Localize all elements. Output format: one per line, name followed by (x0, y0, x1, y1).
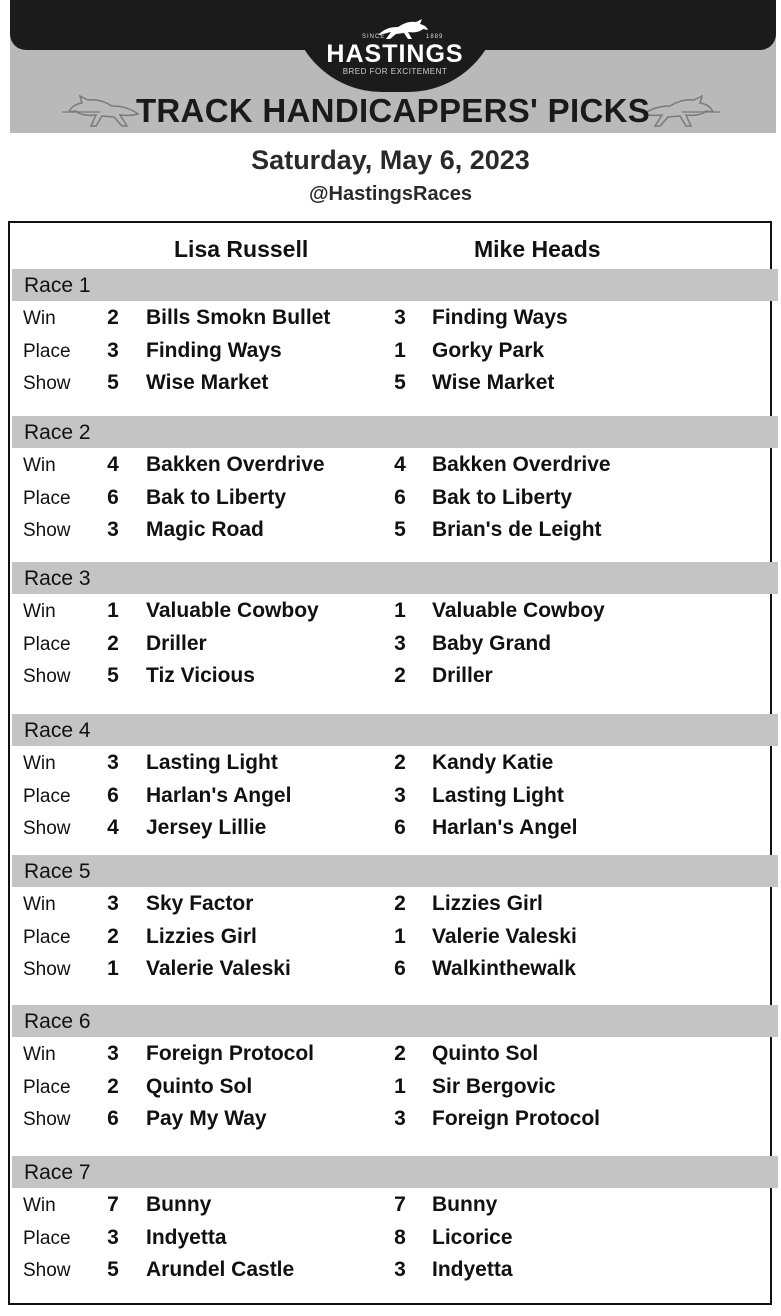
finish-position: Place (23, 488, 71, 509)
pick-row (10, 451, 770, 481)
race-header (12, 416, 778, 448)
handicapper-2-program-number: 2 (394, 1042, 406, 1065)
handicapper-1-program-number: 4 (107, 453, 119, 476)
handicapper-1-horse-name: Sky Factor (146, 892, 254, 915)
handicapper-2-horse-name: Bak to Liberty (432, 486, 573, 509)
handicapper-2-horse-name: Driller (432, 664, 493, 687)
handicapper-1-program-number: 5 (107, 371, 119, 394)
handicapper-2-horse-name: Kandy Katie (432, 751, 554, 774)
handicapper-1-horse-name: Magic Road (146, 518, 264, 541)
handicapper-2-program-number: 7 (394, 1193, 406, 1216)
handicapper-2-program-number: 3 (394, 1107, 406, 1130)
finish-position: Win (23, 308, 56, 329)
handicapper-1-horse-name: Wise Market (146, 371, 269, 394)
handicapper-2-horse-name: Lasting Light (432, 784, 564, 807)
handicapper-2-horse-name: Gorky Park (432, 339, 545, 362)
pick-row (10, 597, 770, 627)
handicapper-1-horse-name: Lasting Light (146, 751, 278, 774)
handicapper-1-program-number: 3 (107, 518, 119, 541)
handicapper-1-program-number: 2 (107, 1075, 119, 1098)
pick-row (10, 662, 770, 692)
logo-tagline: BRED FOR EXCITEMENT (342, 67, 448, 76)
handicapper-2-horse-name: Walkinthewalk (432, 957, 576, 980)
finish-position: Win (23, 601, 56, 622)
handicapper-1-horse-name: Jersey Lillie (146, 816, 267, 839)
handicapper-1-program-number: 7 (107, 1193, 119, 1216)
finish-position: Place (23, 341, 71, 362)
finish-position: Win (23, 894, 56, 915)
handicapper-2-program-number: 6 (394, 486, 406, 509)
handicapper-2-horse-name: Valuable Cowboy (432, 599, 605, 622)
race-label: Race 5 (24, 860, 91, 883)
handicapper-1-horse-name: Lizzies Girl (146, 925, 257, 948)
pick-row (10, 1073, 770, 1103)
finish-position: Show (23, 520, 71, 541)
handicapper-1-program-number: 2 (107, 632, 119, 655)
pick-row (10, 1256, 770, 1286)
race-header (12, 714, 778, 746)
pick-row (10, 630, 770, 660)
logo-year: 1889 (426, 34, 444, 40)
handicapper-2-horse-name: Lizzies Girl (432, 892, 543, 915)
handicapper-1-program-number: 6 (107, 486, 119, 509)
handicapper-2-program-number: 3 (394, 306, 406, 329)
handicapper-1-program-number: 3 (107, 892, 119, 915)
pick-row (10, 516, 770, 546)
finish-position: Place (23, 786, 71, 807)
pick-row (10, 749, 770, 779)
handicapper-2-program-number: 3 (394, 784, 406, 807)
handicapper-1-horse-name: Bak to Liberty (146, 486, 287, 509)
race-label: Race 4 (24, 719, 91, 742)
handicapper-1-program-number: 5 (107, 664, 119, 687)
finish-position: Show (23, 959, 71, 980)
handicapper-2-horse-name: Harlan's Angel (432, 816, 578, 839)
handicapper-1-program-number: 3 (107, 1042, 119, 1065)
handicapper-2-horse-name: Brian's de Leight (432, 518, 602, 541)
handicapper-1-horse-name: Bakken Overdrive (146, 453, 325, 476)
handicapper-1-horse-name: Quinto Sol (146, 1075, 253, 1098)
handicapper-2-horse-name: Baby Grand (432, 632, 552, 655)
pick-row (10, 1040, 770, 1070)
finish-position: Place (23, 927, 71, 948)
handicapper-2-horse-name: Wise Market (432, 371, 555, 394)
finish-position: Win (23, 455, 56, 476)
handicapper-2-program-number: 2 (394, 892, 406, 915)
pick-row (10, 337, 770, 367)
handicapper-2-horse-name: Indyetta (432, 1258, 513, 1281)
handicapper-2-program-number: 5 (394, 518, 406, 541)
race-header (12, 562, 778, 594)
race-header (12, 855, 778, 887)
finish-position: Show (23, 1109, 71, 1130)
handicapper-1-horse-name: Foreign Protocol (146, 1042, 314, 1065)
pick-row (10, 484, 770, 514)
logo-wordmark: HASTINGS (326, 40, 464, 68)
race-label: Race 7 (24, 1161, 91, 1184)
handicapper-1-program-number: 1 (107, 599, 119, 622)
pick-row (10, 1105, 770, 1135)
race-date: Saturday, May 6, 2023 (251, 145, 530, 175)
handicapper-1-horse-name: Valerie Valeski (146, 957, 291, 980)
finish-position: Win (23, 1195, 56, 1216)
handicapper-2-horse-name: Bunny (432, 1193, 498, 1216)
handicapper-1-horse-name: Bills Smokn Bullet (146, 306, 331, 329)
handicapper-1-horse-name: Harlan's Angel (146, 784, 292, 807)
handicapper-2-program-number: 4 (394, 453, 406, 476)
handicapper-1-program-number: 3 (107, 1226, 119, 1249)
handicapper-2-program-number: 2 (394, 751, 406, 774)
race-header (12, 1005, 778, 1037)
handicapper-1-program-number: 1 (107, 957, 119, 980)
race-label: Race 2 (24, 421, 91, 444)
handicapper-2-program-number: 8 (394, 1226, 406, 1249)
finish-position: Show (23, 1260, 71, 1281)
handicapper-1-horse-name: Finding Ways (146, 339, 282, 362)
picks-table (8, 221, 772, 1305)
handicapper-1-program-number: 3 (107, 339, 119, 362)
finish-position: Show (23, 373, 71, 394)
handicapper-2-horse-name: Valerie Valeski (432, 925, 577, 948)
handicapper-1-program-number: 3 (107, 751, 119, 774)
handicapper-2-horse-name: Sir Bergovic (432, 1075, 556, 1098)
handicapper-2-program-number: 3 (394, 632, 406, 655)
column-header-handicapper-2: Mike Heads (474, 236, 601, 262)
column-header-handicapper-1: Lisa Russell (174, 236, 309, 262)
pick-row (10, 369, 770, 399)
handicapper-2-program-number: 6 (394, 816, 406, 839)
handicapper-1-horse-name: Bunny (146, 1193, 212, 1216)
finish-position: Show (23, 666, 71, 687)
logo-since: SINCE (362, 34, 386, 40)
pick-row (10, 304, 770, 334)
race-header (12, 269, 778, 301)
pick-row (10, 890, 770, 920)
handicapper-2-program-number: 1 (394, 925, 406, 948)
pick-row (10, 1224, 770, 1254)
handicapper-1-horse-name: Indyetta (146, 1226, 227, 1249)
handicapper-2-program-number: 1 (394, 1075, 406, 1098)
handicapper-1-horse-name: Valuable Cowboy (146, 599, 319, 622)
handicapper-1-horse-name: Tiz Vicious (146, 664, 255, 687)
handicapper-1-horse-name: Driller (146, 632, 207, 655)
finish-position: Show (23, 818, 71, 839)
handicapper-2-program-number: 2 (394, 664, 406, 687)
handicapper-2-program-number: 1 (394, 339, 406, 362)
handicapper-1-program-number: 4 (107, 816, 119, 839)
handicapper-2-program-number: 6 (394, 957, 406, 980)
race-label: Race 1 (24, 274, 91, 297)
handicapper-2-horse-name: Foreign Protocol (432, 1107, 600, 1130)
handicapper-1-program-number: 6 (107, 1107, 119, 1130)
pick-row (10, 1191, 770, 1221)
pick-row (10, 923, 770, 953)
page-title: TRACK HANDICAPPERS' PICKS (135, 92, 651, 129)
handicapper-2-program-number: 5 (394, 371, 406, 394)
race-header (12, 1156, 778, 1188)
handicapper-1-program-number: 2 (107, 925, 119, 948)
pick-row (10, 782, 770, 812)
handicapper-2-horse-name: Bakken Overdrive (432, 453, 611, 476)
handicapper-1-program-number: 5 (107, 1258, 119, 1281)
handicapper-2-horse-name: Licorice (432, 1226, 513, 1249)
handicapper-2-program-number: 1 (394, 599, 406, 622)
handicapper-1-horse-name: Arundel Castle (146, 1258, 295, 1281)
finish-position: Place (23, 634, 71, 655)
handicapper-2-horse-name: Quinto Sol (432, 1042, 539, 1065)
handicapper-2-horse-name: Finding Ways (432, 306, 568, 329)
finish-position: Place (23, 1228, 71, 1249)
finish-position: Place (23, 1077, 71, 1098)
pick-row (10, 955, 770, 985)
handicapper-1-horse-name: Pay My Way (146, 1107, 267, 1130)
header-banner (10, 0, 776, 133)
pick-row (10, 814, 770, 844)
finish-position: Win (23, 753, 56, 774)
handicapper-2-program-number: 3 (394, 1258, 406, 1281)
race-label: Race 6 (24, 1010, 91, 1033)
race-label: Race 3 (24, 567, 91, 590)
social-handle: @HastingsRaces (309, 183, 472, 205)
handicapper-1-program-number: 6 (107, 784, 119, 807)
finish-position: Win (23, 1044, 56, 1065)
handicapper-1-program-number: 2 (107, 306, 119, 329)
